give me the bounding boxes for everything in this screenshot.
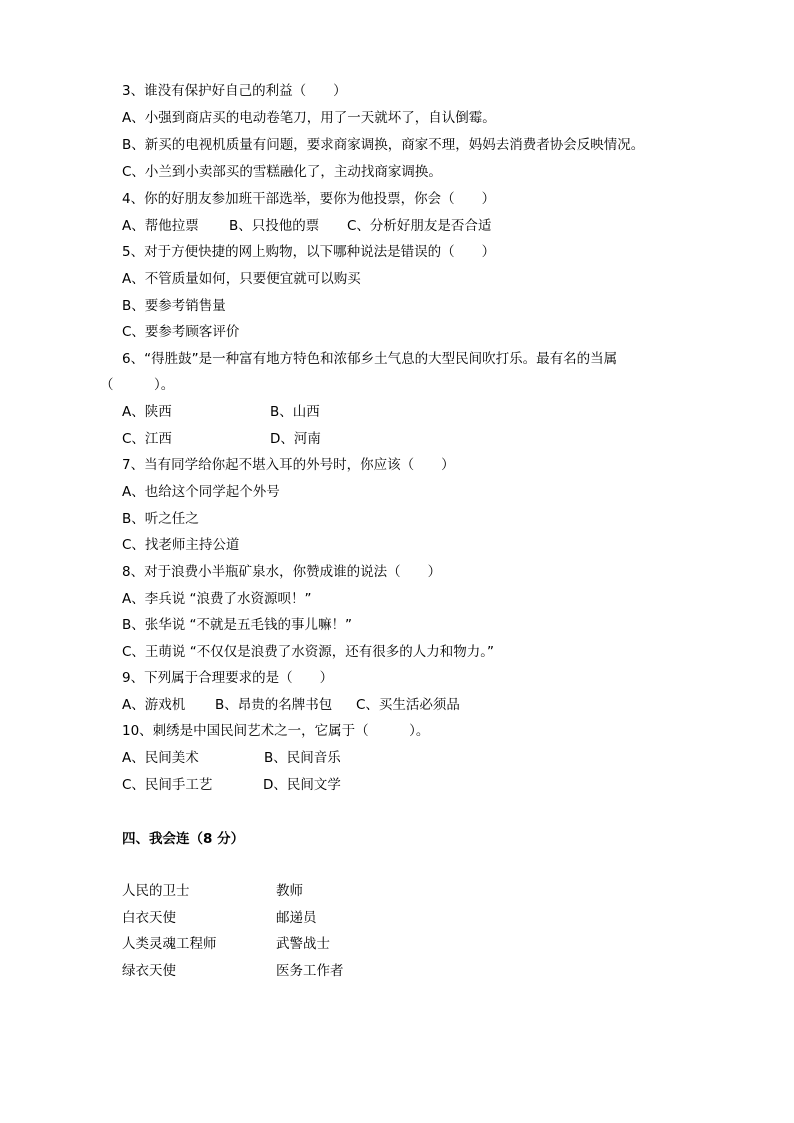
q6-option-d: D、河南 xyxy=(270,431,321,447)
q8-option-a: A、李兵说 “浪费了水资源呗！” xyxy=(122,591,312,607)
q5-stem: 5、对于方便快捷的网上购物，以下哪种说法是错误的（ ） xyxy=(122,244,496,260)
q10-option-b: B、民间音乐 xyxy=(264,750,341,766)
q3-option-a: A、小强到商店买的电动卷笔刀，用了一天就坏了，自认倒霉。 xyxy=(122,110,496,126)
q5-option-b: B、要参考销售量 xyxy=(122,298,226,314)
q9-option-b: B、昂贵的名牌书包 xyxy=(215,697,333,713)
q6-stem-line1: 6、“得胜鼓”是一种富有地方特色和浓郁乡土气息的大型民间吹打乐。最有名的当属 xyxy=(122,351,618,367)
q10-option-a: A、民间美术 xyxy=(122,750,199,766)
section4-title: 四、我会连（8 分） xyxy=(122,831,245,847)
q3-option-b: B、新买的电视机质量有问题，要求商家调换，商家不理，妈妈去消费者协会反映情况。 xyxy=(122,137,645,153)
q5-option-c: C、要参考顾客评价 xyxy=(122,324,240,340)
q8-option-b: B、张华说 “不就是五毛钱的事儿嘛！” xyxy=(122,617,353,633)
q8-option-c: C、王萌说 “不仅仅是浪费了水资源，还有很多的人力和物力。” xyxy=(122,644,494,660)
q10-stem: 10、刺绣是中国民间艺术之一，它属于（ ）。 xyxy=(122,723,430,739)
q4-option-b: B、只投他的票 xyxy=(229,218,320,234)
q4-option-a: A、帮他拉票 xyxy=(122,218,199,234)
q3-stem: 3、谁没有保护好自己的利益（ ） xyxy=(122,83,347,99)
q7-option-c: C、找老师主持公道 xyxy=(122,537,240,553)
match-left-item: 人类灵魂工程师 xyxy=(122,936,217,952)
q10-option-d: D、民间文学 xyxy=(263,777,341,793)
q7-option-a: A、也给这个同学起个外号 xyxy=(122,484,280,500)
match-left-item: 人民的卫士 xyxy=(122,883,190,899)
match-right-item: 医务工作者 xyxy=(276,963,344,979)
q6-stem-line2: （ ）。 xyxy=(100,377,175,393)
match-left-item: 绿衣天使 xyxy=(122,963,176,979)
q4-option-c: C、分析好朋友是否合适 xyxy=(347,218,492,234)
q7-stem: 7、当有同学给你起不堪入耳的外号时，你应该（ ） xyxy=(122,457,455,473)
q3-option-c: C、小兰到小卖部买的雪糕融化了，主动找商家调换。 xyxy=(122,164,442,180)
q7-option-b: B、听之任之 xyxy=(122,511,199,527)
match-right-item: 武警战士 xyxy=(276,936,330,952)
q4-stem: 4、你的好朋友参加班干部选举，要你为他投票，你会（ ） xyxy=(122,191,496,207)
q6-option-a: A、陕西 xyxy=(122,404,172,420)
match-right-item: 邮递员 xyxy=(276,910,317,926)
q9-option-a: A、游戏机 xyxy=(122,697,186,713)
q8-stem: 8、对于浪费小半瓶矿泉水，你赞成谁的说法（ ） xyxy=(122,564,442,580)
q5-option-a: A、不管质量如何，只要便宜就可以购买 xyxy=(122,271,361,287)
q10-option-c: C、民间手工艺 xyxy=(122,777,213,793)
q6-option-c: C、江西 xyxy=(122,431,172,447)
q6-option-b: B、山西 xyxy=(270,404,320,420)
match-left-item: 白衣天使 xyxy=(122,910,176,926)
q9-option-c: C、买生活必须品 xyxy=(356,697,460,713)
q9-stem: 9、下列属于合理要求的是（ ） xyxy=(122,670,334,686)
match-right-item: 教师 xyxy=(276,883,303,899)
